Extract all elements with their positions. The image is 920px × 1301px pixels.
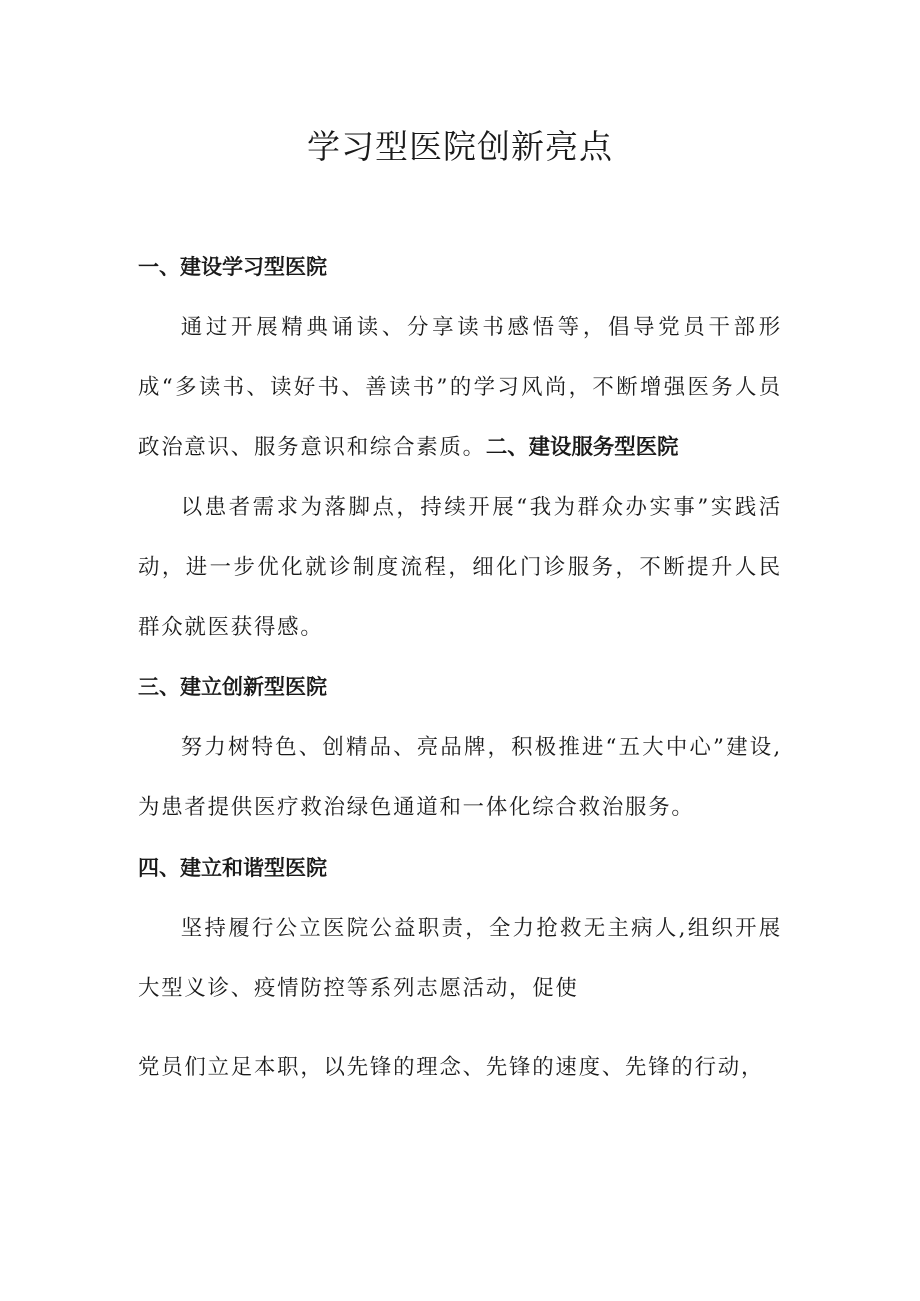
document-title: 学习型医院创新亮点	[307, 127, 613, 166]
section-heading-2: 二、建设服务型医院	[485, 435, 679, 460]
section-heading-3: 三、建立创新型医院	[138, 675, 327, 699]
section-heading-1: 一、建设学习型医院	[138, 255, 327, 279]
section-body-2: 以患者需求为落脚点，持续开展“我为群众办实事”实践活动，进一步优化就诊制度流程，细化门诊服务，不断提升人民群众就医获得感。	[138, 495, 782, 640]
continuation-line: 党员们立足本职，以先锋的理念、先锋的速度、先锋的行动，	[138, 1055, 765, 1080]
section-body-4: 坚持履行公立医院公益职责，全力抢救无主病人,组织开展大型义诊、疫情防控等系列志愿活动，促使	[138, 916, 782, 1001]
section-body-1-text: 通过开展精典诵读、分享读书感悟等，倡导党员干部形成“多读书、读好书、善读书”的学习风尚，不断增强医务人员政治意识、服务意识和综合素质。	[138, 315, 782, 460]
section-body-3: 努力树特色、创精品、亮品牌，积极推进“五大中心”建设,为患者提供医疗救治绿色通道和一体化综合救治服务。	[138, 735, 782, 820]
section-body-1	[138, 298, 782, 478]
section-heading-4: 四、建立和谐型医院	[138, 856, 327, 880]
